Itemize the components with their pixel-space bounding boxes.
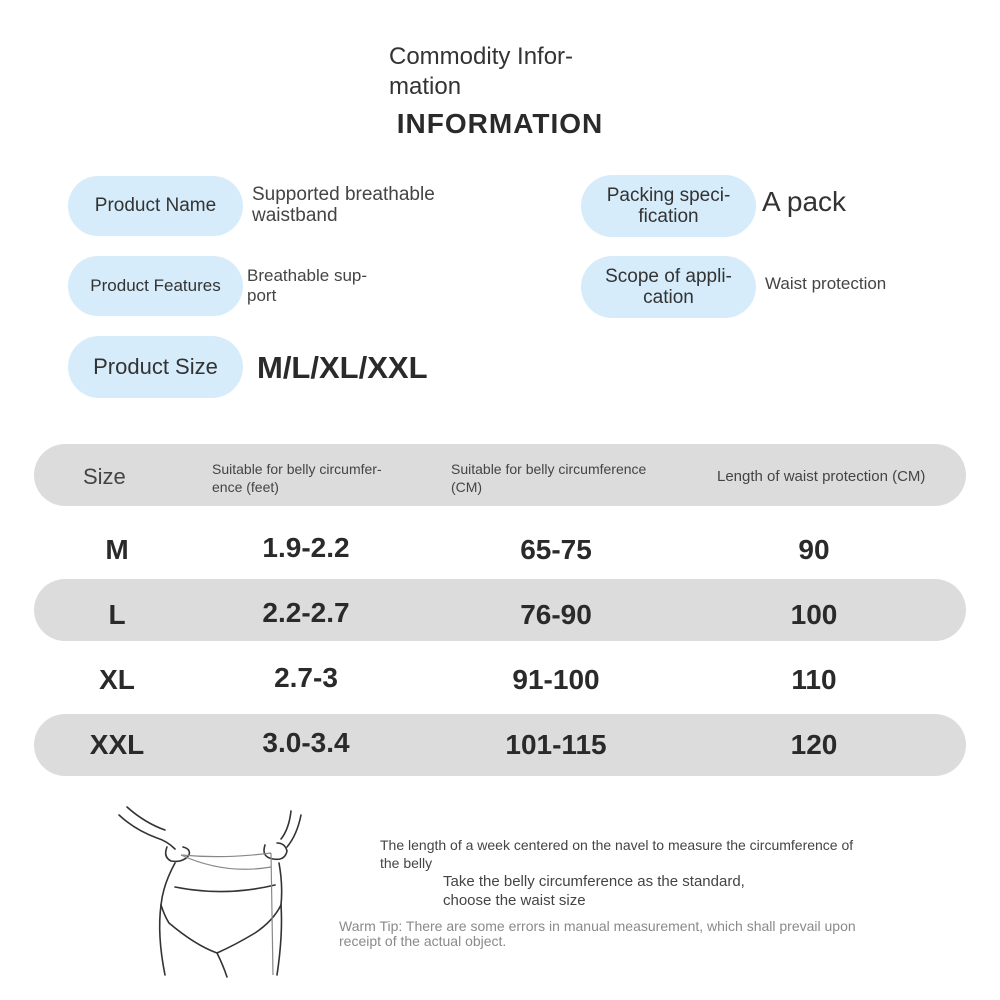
scope-label-line-1: Scope of appli-: [605, 266, 732, 287]
product-name-value-line-1: Supported breathable: [252, 184, 435, 205]
row-xxl-feet: 3.0-3.4: [262, 727, 350, 758]
row-xxl-length: 120: [790, 729, 838, 760]
header-length: Length of waist protection (CM): [717, 468, 926, 485]
scope-label-line-2: cation: [643, 287, 694, 308]
row-l-size: L: [108, 599, 126, 630]
packing-label-line-1: Packing speci-: [606, 185, 731, 206]
features-value-line-1: Breathable sup-: [247, 266, 368, 285]
title-line-1: Commodity Infor-: [389, 43, 574, 70]
title-line-2: mation: [389, 73, 462, 100]
header-cm-line-2: (CM): [451, 479, 483, 495]
scope-label: [581, 256, 756, 318]
row-m-feet: 1.9-2.2: [262, 532, 350, 563]
packing-label: [581, 175, 756, 237]
row-xl-cm: 91-100: [512, 664, 600, 695]
features-value: [247, 266, 367, 306]
row-xxl-cm: 101-115: [505, 729, 607, 760]
features-label-text: Product Features: [90, 276, 221, 295]
features-value-line-2: port: [247, 286, 277, 305]
scope-label-text: [605, 266, 732, 308]
row-xl-length: 110: [791, 664, 837, 695]
row-m-cm: 65-75: [520, 534, 592, 565]
warm-tip: [339, 919, 939, 949]
measuring-waist-illustration-icon: [105, 805, 315, 980]
product-name-value-line-2: waistband: [252, 205, 338, 226]
row-xxl-size: XXL: [89, 729, 145, 760]
features-label: [68, 256, 243, 316]
row-m-length: 90: [798, 534, 830, 565]
tip-line-1: Warm Tip: There are some errors in manual measurement, which shall prevail upon: [339, 918, 856, 934]
size-label: [68, 336, 243, 398]
header-size: Size: [83, 464, 126, 489]
measurement-note: [380, 836, 940, 872]
tip-line-2: receipt of the actual object.: [339, 933, 507, 949]
size-label-text: Product Size: [93, 354, 218, 379]
packing-label-line-2: fication: [638, 206, 699, 227]
size-guide-note: [443, 872, 745, 910]
row-m-size: M: [105, 534, 129, 565]
page-title: [389, 42, 629, 102]
packing-label-text: [607, 185, 731, 227]
header-feet-line-1: Suitable for belly circumfer-: [212, 461, 382, 477]
scope-value: Waist protection: [765, 274, 887, 293]
header-feet: [212, 460, 422, 496]
header-cm-line-1: Suitable for belly circumference: [451, 461, 647, 477]
note-line-2: the belly: [380, 855, 433, 871]
note-line-1: The length of a week centered on the navel to measure the circumference of: [380, 837, 854, 853]
size-value: M/L/XL/XXL: [257, 350, 428, 385]
note-line-4: choose the waist size: [443, 892, 586, 909]
note-line-3: Take the belly circumference as the standard,: [443, 873, 745, 890]
packing-value: A pack: [762, 186, 847, 217]
header-feet-line-2: ence (feet): [212, 479, 279, 495]
row-l-feet: 2.2-2.7: [262, 597, 350, 628]
product-name-label: [68, 176, 243, 236]
row-xl-size: XL: [99, 664, 135, 695]
header-cm: [451, 460, 681, 496]
product-name-value: [252, 184, 435, 226]
page-subtitle: INFORMATION: [396, 108, 604, 139]
row-l-length: 100: [790, 599, 838, 630]
row-l-cm: 76-90: [520, 599, 592, 630]
product-name-label-text: Product Name: [94, 195, 217, 216]
row-xl-feet: 2.7-3: [274, 662, 338, 693]
